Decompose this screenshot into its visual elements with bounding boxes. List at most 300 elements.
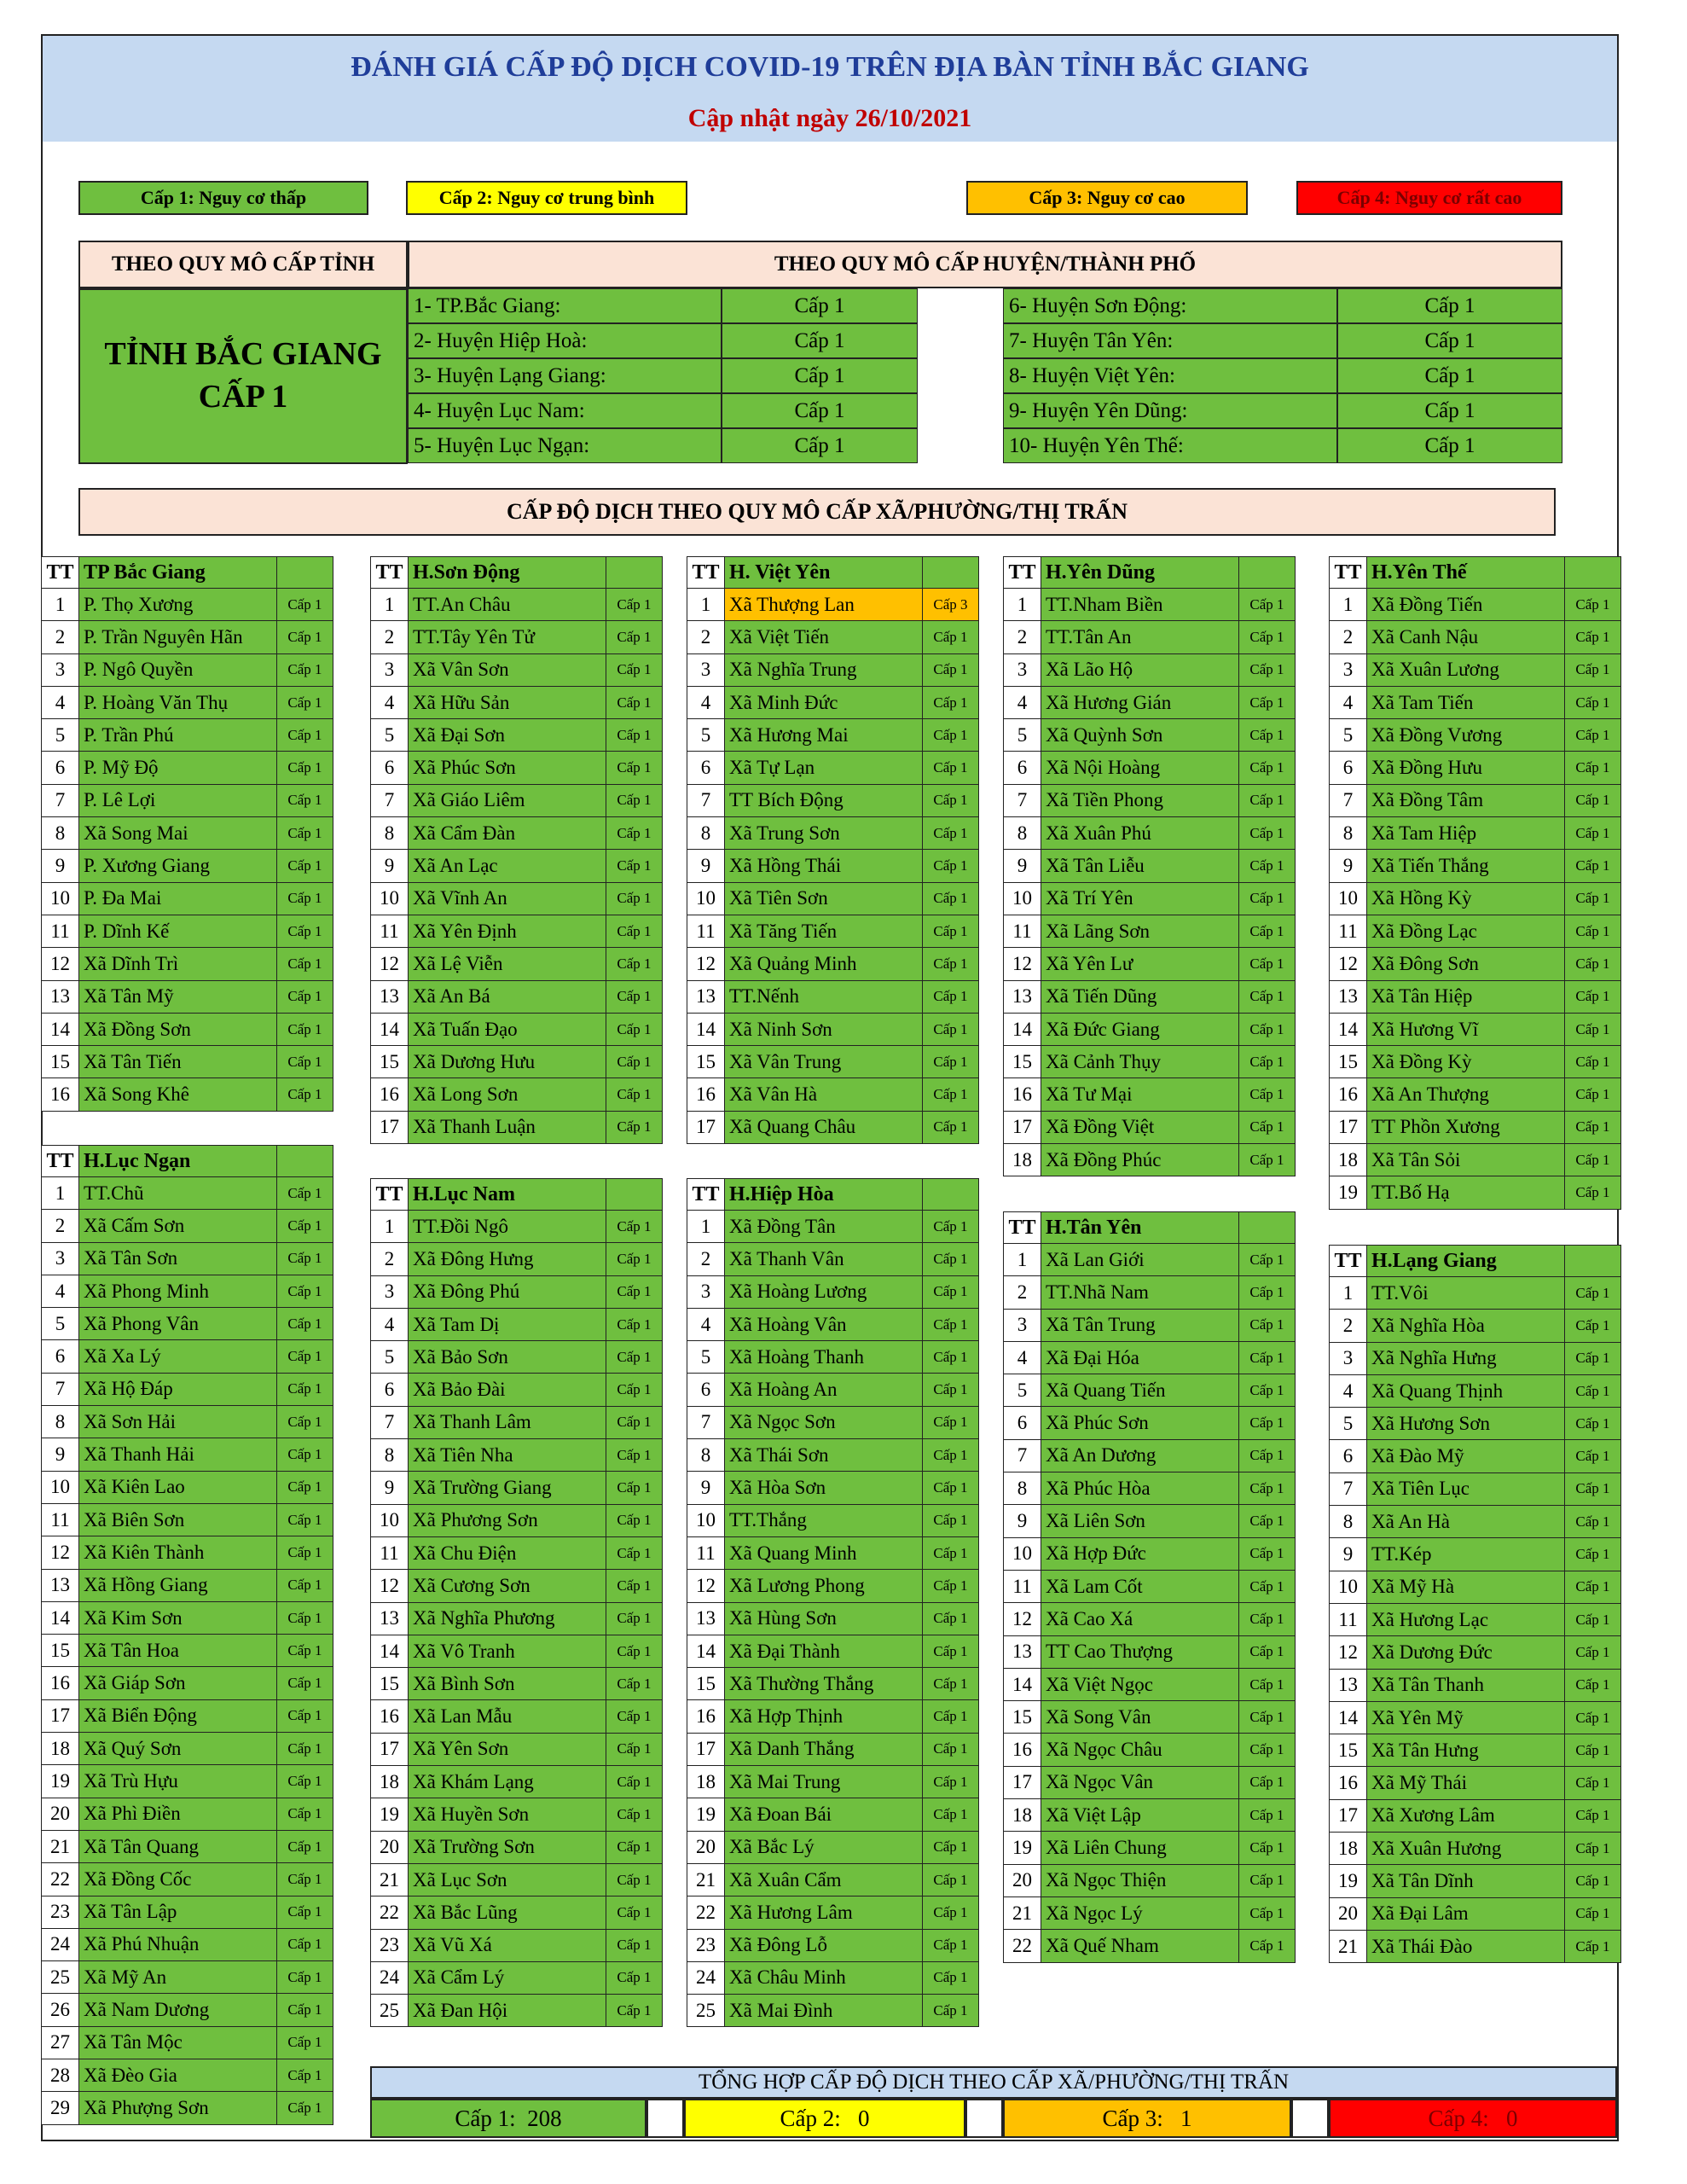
row-number: 16 (1330, 1078, 1367, 1111)
table-row (42, 1536, 333, 1569)
table-row (1004, 719, 1296, 752)
table-row (1004, 1013, 1296, 1045)
commune-name: Xã Thượng Lan (725, 589, 923, 621)
table-row (371, 1863, 663, 1896)
commune-level: Cấp 1 (923, 1635, 979, 1667)
commune-name: Xã Song Vân (1041, 1701, 1239, 1734)
row-number: 24 (371, 1961, 409, 1994)
level-header (277, 1146, 333, 1177)
row-number: 6 (1330, 752, 1367, 784)
table-row (371, 784, 663, 816)
row-number: 2 (42, 621, 79, 653)
row-number: 17 (687, 1111, 725, 1143)
commune-level: Cấp 1 (923, 1013, 979, 1045)
row-number: 15 (687, 1668, 725, 1700)
commune-level: Cấp 1 (923, 1766, 979, 1798)
commune-level: Cấp 1 (923, 1308, 979, 1340)
commune-name: Xã Tân Tiến (79, 1046, 277, 1078)
commune-name: Xã Phú Nhuận (79, 1928, 277, 1960)
commune-name: Xã Nghĩa Trung (725, 653, 923, 686)
commune-name: Xã Cảnh Thụy (1041, 1046, 1239, 1078)
commune-name: Xã Biển Động (79, 1699, 277, 1732)
row-number: 25 (687, 1995, 725, 2027)
row-number: 23 (371, 1929, 409, 1961)
commune-name: Xã Đồng Hưu (1367, 752, 1565, 784)
commune-level: Cấp 1 (606, 1602, 663, 1635)
table-row (1004, 1635, 1296, 1668)
table-row (42, 1863, 333, 1896)
row-number: 13 (1004, 1635, 1041, 1668)
commune-level: Cấp 1 (606, 948, 663, 980)
row-number: 11 (1004, 915, 1041, 947)
table-row (371, 1831, 663, 1863)
table-row (687, 1111, 979, 1143)
row-number: 1 (371, 589, 409, 621)
district-name: 3- Huyện Lạng Giang: (408, 358, 722, 393)
row-number: 18 (371, 1766, 409, 1798)
commune-name: Xã Phong Vân (79, 1308, 277, 1340)
commune-level: Cấp 1 (277, 686, 333, 718)
commune-name: Xã Tân Lập (79, 1896, 277, 1928)
row-number: 17 (687, 1733, 725, 1765)
table-row (42, 1046, 333, 1078)
district-name: 5- Huyện Lục Ngạn: (408, 428, 722, 463)
table-row (371, 653, 663, 686)
commune-level: Cấp 1 (1565, 882, 1621, 915)
commune-level: Cấp 1 (1565, 1734, 1621, 1767)
commune-level: Cấp 1 (277, 1635, 333, 1667)
commune-name: Xã Đồng Tiến (1367, 589, 1565, 621)
table-row (687, 1863, 979, 1896)
table-row (1330, 1440, 1621, 1472)
table-row (42, 1733, 333, 1765)
commune-level: Cấp 1 (1565, 1538, 1621, 1571)
commune-name: Xã Trù Hựu (79, 1765, 277, 1798)
commune-name: Xã Vân Sơn (409, 653, 606, 686)
commune-level: Cấp 1 (1239, 1570, 1296, 1602)
commune-level: Cấp 1 (1565, 719, 1621, 752)
row-number: 6 (687, 1374, 725, 1406)
table-row (42, 2092, 333, 2124)
commune-table (1003, 1211, 1296, 1963)
commune-name: P. Thọ Xương (79, 589, 277, 621)
row-number: 4 (1330, 1374, 1367, 1407)
row-number: 15 (42, 1635, 79, 1667)
commune-name: Xã Đồng Tâm (1367, 784, 1565, 816)
table-row (371, 980, 663, 1013)
province-scale-header: THEO QUY MÔ CẤP TỈNH (78, 241, 408, 288)
commune-name: Xã Xuân Lương (1367, 653, 1565, 686)
row-number: 6 (371, 1374, 409, 1406)
commune-name: Xã Hương Vĩ (1367, 1013, 1565, 1045)
table-header-row (1004, 1212, 1296, 1244)
level-header (923, 557, 979, 589)
commune-name: Xã Tam Hiệp (1367, 817, 1565, 850)
commune-level: Cấp 1 (1565, 752, 1621, 784)
commune-name: Xã Quang Tiến (1041, 1374, 1239, 1407)
row-number: 11 (687, 915, 725, 947)
commune-level: Cấp 1 (277, 1896, 333, 1928)
commune-name: Xã Quang Châu (725, 1111, 923, 1143)
table-row (42, 1308, 333, 1340)
row-number: 18 (1330, 1833, 1367, 1865)
commune-name: Xã Tân Quang (79, 1830, 277, 1862)
table-row (42, 621, 333, 653)
table-row (1330, 1538, 1621, 1571)
row-number: 14 (687, 1013, 725, 1045)
row-number: 18 (687, 1766, 725, 1798)
summary-level-1 (370, 2099, 646, 2138)
row-number: 3 (1330, 653, 1367, 686)
commune-name: Xã Đông Phú (409, 1275, 606, 1308)
row-number: 15 (1004, 1701, 1041, 1734)
row-number: 11 (42, 1503, 79, 1536)
commune-level: Cấp 1 (277, 1078, 333, 1111)
table-row (687, 1504, 979, 1536)
table-row (1004, 1701, 1296, 1734)
table-row (1330, 980, 1621, 1013)
commune-name: Xã Thường Thắng (725, 1668, 923, 1700)
row-number: 22 (1004, 1930, 1041, 1962)
commune-name: Xã Ngọc Châu (1041, 1734, 1239, 1766)
level-header (606, 1179, 663, 1211)
table-row (1004, 1537, 1296, 1570)
table-row (1004, 1668, 1296, 1700)
commune-level: Cấp 1 (277, 1242, 333, 1275)
commune-level: Cấp 1 (606, 1374, 663, 1406)
legend-level-2: Cấp 2: Nguy cơ trung bình (406, 181, 687, 215)
commune-name: Xã Liên Chung (1041, 1832, 1239, 1864)
level-header (1239, 557, 1296, 589)
commune-name: Xã Đồng Phúc (1041, 1144, 1239, 1176)
commune-level: Cấp 1 (277, 1177, 333, 1210)
row-number: 29 (42, 2092, 79, 2124)
commune-level: Cấp 1 (1565, 915, 1621, 947)
commune-name: Xã Lệ Viễn (409, 948, 606, 980)
commune-name: Xã Tiên Lục (1367, 1472, 1565, 1505)
row-number: 5 (42, 1308, 79, 1340)
commune-level: Cấp 1 (1239, 882, 1296, 915)
table-row (42, 1013, 333, 1045)
commune-level: Cấp 1 (1239, 589, 1296, 621)
commune-level: Cấp 1 (1565, 589, 1621, 621)
row-number: 5 (1004, 719, 1041, 752)
commune-level: Cấp 1 (606, 1536, 663, 1569)
commune-level: Cấp 1 (1239, 1930, 1296, 1962)
district-scale-header: THEO QUY MÔ CẤP HUYỆN/THÀNH PHỐ (408, 241, 1562, 288)
commune-level: Cấp 1 (923, 653, 979, 686)
commune-level: Cấp 1 (923, 1733, 979, 1765)
commune-name: Xã Tân Mộc (79, 2026, 277, 2059)
commune-level: Cấp 3 (923, 589, 979, 621)
table-row (1004, 1111, 1296, 1143)
commune-level: Cấp 1 (1239, 1276, 1296, 1309)
commune-level: Cấp 1 (1239, 1341, 1296, 1374)
commune-name: TT.An Châu (409, 589, 606, 621)
row-number: 13 (1004, 980, 1041, 1013)
summary-level-4-count: 0 (1506, 2106, 1518, 2131)
commune-name: P. Mỹ Độ (79, 752, 277, 784)
commune-name: Xã Tăng Tiến (725, 915, 923, 947)
row-number: 18 (1330, 1144, 1367, 1176)
table-row (1330, 1408, 1621, 1440)
table-row (371, 1570, 663, 1602)
table-row (1330, 1277, 1621, 1310)
row-number: 9 (687, 850, 725, 882)
row-number: 7 (371, 784, 409, 816)
commune-name: TT Cao Thượng (1041, 1635, 1239, 1668)
commune-level: Cấp 1 (1239, 1537, 1296, 1570)
commune-level: Cấp 1 (277, 1438, 333, 1471)
commune-name: Xã Hoàng An (725, 1374, 923, 1406)
district-title: H.Lục Nam (409, 1179, 606, 1211)
commune-name: Xã Cẩm Đàn (409, 817, 606, 850)
row-number: 14 (371, 1635, 409, 1667)
commune-name: TT Phồn Xương (1367, 1111, 1565, 1143)
table-header-row (371, 557, 663, 589)
row-number: 6 (42, 1340, 79, 1373)
table-row (687, 1439, 979, 1472)
province-level: CẤP 1 (198, 379, 288, 415)
row-number: 16 (687, 1078, 725, 1111)
commune-level: Cấp 1 (277, 948, 333, 980)
row-number: 8 (687, 1439, 725, 1472)
summary-level-2-count: 0 (858, 2106, 870, 2131)
commune-name: Xã Nghĩa Hòa (1367, 1310, 1565, 1342)
commune-name: Xã Hương Mai (725, 719, 923, 752)
table-row (1330, 915, 1621, 947)
table-row (371, 1013, 663, 1045)
row-number: 8 (1330, 817, 1367, 850)
table-row (1004, 1439, 1296, 1472)
commune-level: Cấp 1 (1565, 1833, 1621, 1865)
row-number: 11 (42, 915, 79, 947)
table-row (1330, 1865, 1621, 1897)
commune-name: Xã Vũ Xá (409, 1929, 606, 1961)
table-row (1330, 1078, 1621, 1111)
commune-name: Xã Dương Đức (1367, 1636, 1565, 1669)
table-row (687, 1961, 979, 1994)
commune-level: Cấp 1 (1239, 752, 1296, 784)
commune-level: Cấp 1 (923, 980, 979, 1013)
row-number: 16 (371, 1078, 409, 1111)
commune-level: Cấp 1 (606, 817, 663, 850)
row-number: 12 (371, 948, 409, 980)
commune-level: Cấp 1 (606, 850, 663, 882)
commune-name: Xã Sơn Hải (79, 1406, 277, 1438)
commune-level: Cấp 1 (923, 1275, 979, 1308)
commune-name: Xã Đông Sơn (1367, 948, 1565, 980)
commune-level: Cấp 1 (1239, 1896, 1296, 1929)
commune-level: Cấp 1 (606, 1863, 663, 1896)
table-row (687, 1995, 979, 2027)
row-number: 19 (687, 1798, 725, 1831)
commune-level: Cấp 1 (277, 1275, 333, 1307)
row-number: 14 (1330, 1701, 1367, 1734)
table-row (42, 1635, 333, 1667)
table-row (1004, 686, 1296, 718)
row-number: 20 (1330, 1897, 1367, 1930)
commune-level-header: CẤP ĐỘ DỊCH THEO QUY MÔ CẤP XÃ/PHƯỜNG/THỊ TRẤN (78, 488, 1556, 536)
row-number: 3 (42, 653, 79, 686)
district-level: Cấp 1 (722, 323, 918, 358)
commune-level: Cấp 1 (1565, 653, 1621, 686)
table-row (687, 1929, 979, 1961)
table-row (371, 589, 663, 621)
commune-level: Cấp 1 (277, 1699, 333, 1732)
commune-name: Xã Việt Lập (1041, 1799, 1239, 1832)
commune-level: Cấp 1 (277, 589, 333, 621)
table-row (1330, 1571, 1621, 1603)
commune-level: Cấp 1 (1239, 1734, 1296, 1766)
row-number: 24 (687, 1961, 725, 1994)
commune-name: Xã Mai Trung (725, 1766, 923, 1798)
table-row (371, 1504, 663, 1536)
commune-level: Cấp 1 (277, 817, 333, 850)
commune-level: Cấp 1 (277, 882, 333, 915)
table-row (1330, 1013, 1621, 1045)
tt-header: TT (42, 557, 79, 589)
commune-level: Cấp 1 (923, 1111, 979, 1143)
table-row (42, 1601, 333, 1634)
commune-level: Cấp 1 (1239, 653, 1296, 686)
summary-level-2 (684, 2099, 965, 2138)
commune-name: Xã Lam Cốt (1041, 1570, 1239, 1602)
commune-level: Cấp 1 (1565, 1046, 1621, 1078)
table-header-row (42, 1146, 333, 1177)
commune-table (1329, 556, 1621, 1210)
commune-level: Cấp 1 (606, 1766, 663, 1798)
row-number: 8 (42, 817, 79, 850)
commune-table (41, 1145, 333, 2125)
row-number: 10 (1330, 882, 1367, 915)
commune-level: Cấp 1 (606, 1439, 663, 1472)
row-number: 1 (1330, 589, 1367, 621)
commune-name: Xã Hợp Đức (1041, 1537, 1239, 1570)
commune-level: Cấp 1 (277, 2059, 333, 2092)
commune-name: Xã Đại Lâm (1367, 1897, 1565, 1930)
commune-level: Cấp 1 (606, 1896, 663, 1929)
commune-level: Cấp 1 (1239, 1603, 1296, 1635)
row-number: 11 (1330, 1603, 1367, 1635)
legend-level-4: Cấp 4: Nguy cơ rất cao (1296, 181, 1562, 215)
row-number: 4 (42, 686, 79, 718)
tt-header: TT (1004, 1212, 1041, 1244)
commune-name: Xã Hoàng Vân (725, 1308, 923, 1340)
commune-level: Cấp 1 (606, 1308, 663, 1340)
commune-name: Xã Việt Ngọc (1041, 1668, 1239, 1700)
commune-name: Xã Liên Sơn (1041, 1505, 1239, 1537)
row-number: 4 (371, 1308, 409, 1340)
commune-name: Xã Huyền Sơn (409, 1798, 606, 1831)
table-header-row (42, 557, 333, 589)
commune-name: Xã Dương Hưu (409, 1046, 606, 1078)
commune-level: Cấp 1 (1565, 1603, 1621, 1635)
row-number: 3 (42, 1242, 79, 1275)
commune-name: P. Hoàng Văn Thụ (79, 686, 277, 718)
table-row (42, 882, 333, 915)
row-number: 8 (1004, 1472, 1041, 1505)
table-row (1330, 817, 1621, 850)
table-row (1004, 1896, 1296, 1929)
row-number: 13 (42, 980, 79, 1013)
commune-name: Xã Tân Hoa (79, 1635, 277, 1667)
commune-name: P. Trần Nguyên Hãn (79, 621, 277, 653)
commune-level: Cấp 1 (1565, 1440, 1621, 1472)
commune-level: Cấp 1 (606, 882, 663, 915)
row-number: 2 (1004, 1276, 1041, 1309)
commune-name: P. Trần Phú (79, 719, 277, 752)
commune-level: Cấp 1 (606, 1211, 663, 1243)
commune-name: Xã Chu Điện (409, 1536, 606, 1569)
row-number: 6 (1004, 752, 1041, 784)
commune-level: Cấp 1 (923, 1504, 979, 1536)
commune-level: Cấp 1 (923, 1602, 979, 1635)
commune-level: Cấp 1 (277, 1830, 333, 1862)
commune-name: Xã An Hà (1367, 1506, 1565, 1538)
table-row (42, 1699, 333, 1732)
commune-level: Cấp 1 (923, 1374, 979, 1406)
commune-name: Xã Khám Lạng (409, 1766, 606, 1798)
row-number: 5 (371, 719, 409, 752)
table-row (1330, 882, 1621, 915)
row-number: 7 (687, 1406, 725, 1438)
row-number: 4 (1004, 686, 1041, 718)
table-row (371, 1602, 663, 1635)
commune-level: Cấp 1 (923, 1831, 979, 1863)
row-number: 18 (1004, 1799, 1041, 1832)
commune-level: Cấp 1 (1565, 1078, 1621, 1111)
table-row (1004, 752, 1296, 784)
table-row (1004, 784, 1296, 816)
row-number: 25 (42, 1961, 79, 1994)
row-number: 9 (1004, 850, 1041, 882)
commune-level: Cấp 1 (1565, 621, 1621, 653)
report-header (43, 36, 1617, 142)
commune-name: Xã Cấm Sơn (79, 1210, 277, 1242)
commune-level: Cấp 1 (923, 1570, 979, 1602)
commune-level: Cấp 1 (606, 980, 663, 1013)
table-row (1330, 1636, 1621, 1669)
commune-level: Cấp 1 (923, 719, 979, 752)
row-number: 7 (1330, 1472, 1367, 1505)
summary-level-1-label: Cấp 1: (455, 2106, 516, 2131)
commune-name: Xã Bắc Lũng (409, 1896, 606, 1929)
commune-level: Cấp 1 (1565, 1144, 1621, 1176)
commune-level: Cấp 1 (1239, 1144, 1296, 1176)
commune-level: Cấp 1 (1565, 1571, 1621, 1603)
table-row (371, 719, 663, 752)
table-row (42, 1242, 333, 1275)
commune-name: Xã Hữu Sản (409, 686, 606, 718)
row-number: 4 (371, 686, 409, 718)
row-number: 20 (42, 1798, 79, 1830)
row-number: 1 (1330, 1277, 1367, 1310)
commune-name: Xã An Bá (409, 980, 606, 1013)
commune-name: TT.Chũ (79, 1177, 277, 1210)
province-level-cell (78, 288, 408, 464)
commune-level: Cấp 1 (1565, 1701, 1621, 1734)
row-number: 12 (42, 1536, 79, 1569)
table-row (1004, 653, 1296, 686)
commune-name: TT.Thắng (725, 1504, 923, 1536)
table-row (371, 1374, 663, 1406)
table-row (371, 1536, 663, 1569)
tt-header: TT (1330, 557, 1367, 589)
commune-name: Xã Tân Thanh (1367, 1669, 1565, 1701)
commune-level: Cấp 1 (1239, 784, 1296, 816)
table-row (1004, 1407, 1296, 1439)
